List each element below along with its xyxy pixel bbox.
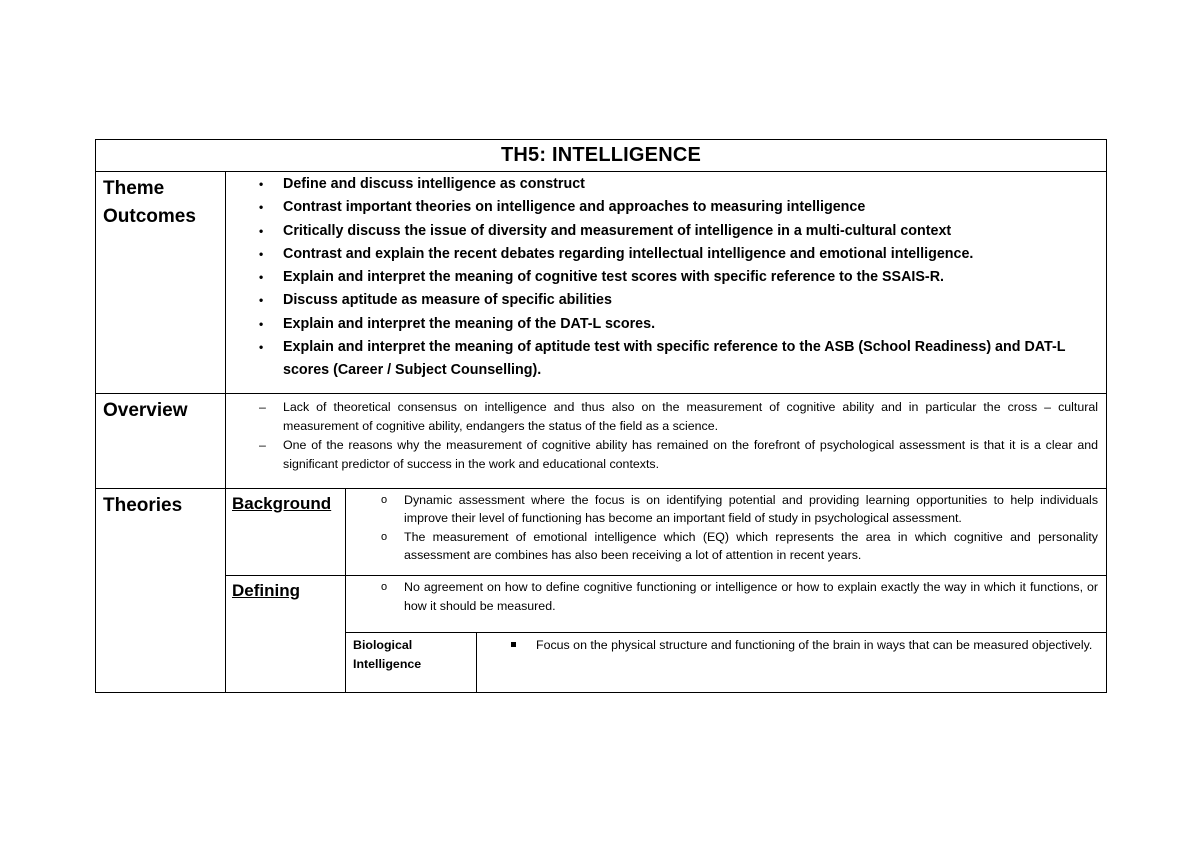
background-text: Dynamic assessment where the focus is on identifying potential and providing learning opportunities to help individuals improve their level of functioning has become an important field of study in psychological assessment. xyxy=(404,492,1099,526)
outcome-text: Contrast and explain the recent debates regarding intellectual intelligence and emotional intelligence. xyxy=(283,245,974,262)
list-item xyxy=(226,398,1098,436)
biological-intelligence-label xyxy=(346,633,477,693)
background-content xyxy=(346,488,1107,575)
list-item xyxy=(226,313,1098,336)
list-item xyxy=(226,266,1098,289)
outcomes-list xyxy=(226,172,1106,393)
list-item xyxy=(346,528,1098,565)
dash-icon: – xyxy=(259,399,266,414)
biological-intelligence-content xyxy=(477,633,1107,693)
list-item xyxy=(226,436,1098,474)
bullet-icon: • xyxy=(259,200,264,215)
biological-label-line1: Biological xyxy=(353,638,413,653)
outcome-text: Critically discuss the issue of diversity and measurement of intelligence in a multi-cultural context xyxy=(283,222,952,239)
dash-icon: – xyxy=(259,437,266,452)
circle-bullet-icon: o xyxy=(381,493,388,506)
list-item xyxy=(226,196,1098,219)
background-label: Background xyxy=(226,488,346,575)
circle-bullet-icon: o xyxy=(381,530,388,543)
theme-outcomes-content xyxy=(226,172,1107,394)
list-item xyxy=(477,636,1098,655)
defining-text: No agreement on how to define cognitive functioning or intelligence or how to explain exactly the way in which it functions, or how it should be measured. xyxy=(404,580,1099,613)
outcome-text: Contrast important theories on intelligence and approaches to measuring intelligence xyxy=(283,199,866,216)
list-item xyxy=(226,336,1098,383)
theme-outcomes-label-line2: Outcomes xyxy=(103,206,196,227)
bullet-icon: • xyxy=(259,340,264,355)
defining-content xyxy=(346,576,1107,633)
biological-list xyxy=(477,633,1106,665)
outcome-text: Discuss aptitude as measure of specific abilities xyxy=(283,292,612,309)
biological-label-line2: Intelligence xyxy=(353,657,422,672)
list-item xyxy=(346,491,1098,528)
bullet-icon: • xyxy=(259,177,264,191)
list-item xyxy=(226,243,1098,266)
bullet-icon: • xyxy=(259,223,264,238)
list-item xyxy=(226,289,1098,312)
biological-text: Focus on the physical structure and functioning of the brain in ways that can be measured objectively. xyxy=(536,638,1093,653)
outcome-text: Explain and interpret the meaning of the DAT-L scores. xyxy=(283,315,656,332)
list-item xyxy=(226,220,1098,243)
overview-text: Lack of theoretical consensus on intelligence and thus also on the measurement of cognitive ability and in particular the cross – cultural measurement of cognitive ability, endangers the status of the field as a science. xyxy=(283,399,1099,433)
list-item xyxy=(346,578,1098,615)
intelligence-table xyxy=(95,139,1107,693)
outcome-text: Define and discuss intelligence as construct xyxy=(283,176,585,192)
outcome-text: Explain and interpret the meaning of cognitive test scores with specific reference to the SSAIS-R. xyxy=(283,269,944,286)
defining-list xyxy=(346,576,1106,621)
bullet-icon: • xyxy=(259,316,264,331)
bullet-icon: • xyxy=(259,293,264,308)
overview-list xyxy=(226,394,1106,488)
square-bullet-icon xyxy=(511,642,516,647)
bullet-icon: • xyxy=(259,246,264,261)
defining-label: Defining xyxy=(226,576,346,693)
outcome-text: Explain and interpret the meaning of aptitude test with specific reference to the ASB (School Readiness) and DAT-L scores (Career / Subject Counselling). xyxy=(283,339,1066,379)
circle-bullet-icon: o xyxy=(381,581,388,594)
theme-outcomes-label xyxy=(96,172,226,394)
bullet-icon: • xyxy=(259,270,264,285)
theories-label: Theories xyxy=(96,488,226,692)
background-list xyxy=(346,489,1106,575)
page-title: TH5: INTELLIGENCE xyxy=(96,140,1107,172)
overview-content xyxy=(226,393,1107,488)
list-item xyxy=(226,173,1098,196)
overview-text: One of the reasons why the measurement of cognitive ability has remained on the forefront of psychological assessment is that it is a clear and significant predictor of success in the work and educational contexts. xyxy=(283,437,1099,471)
overview-label: Overview xyxy=(96,393,226,488)
theme-outcomes-label-line1: Theme xyxy=(103,178,165,199)
background-text: The measurement of emotional intelligence which (EQ) which represents the area in which cognitive and personality assessment are combines has also been receiving a lot of attention in recent years. xyxy=(404,529,1099,563)
